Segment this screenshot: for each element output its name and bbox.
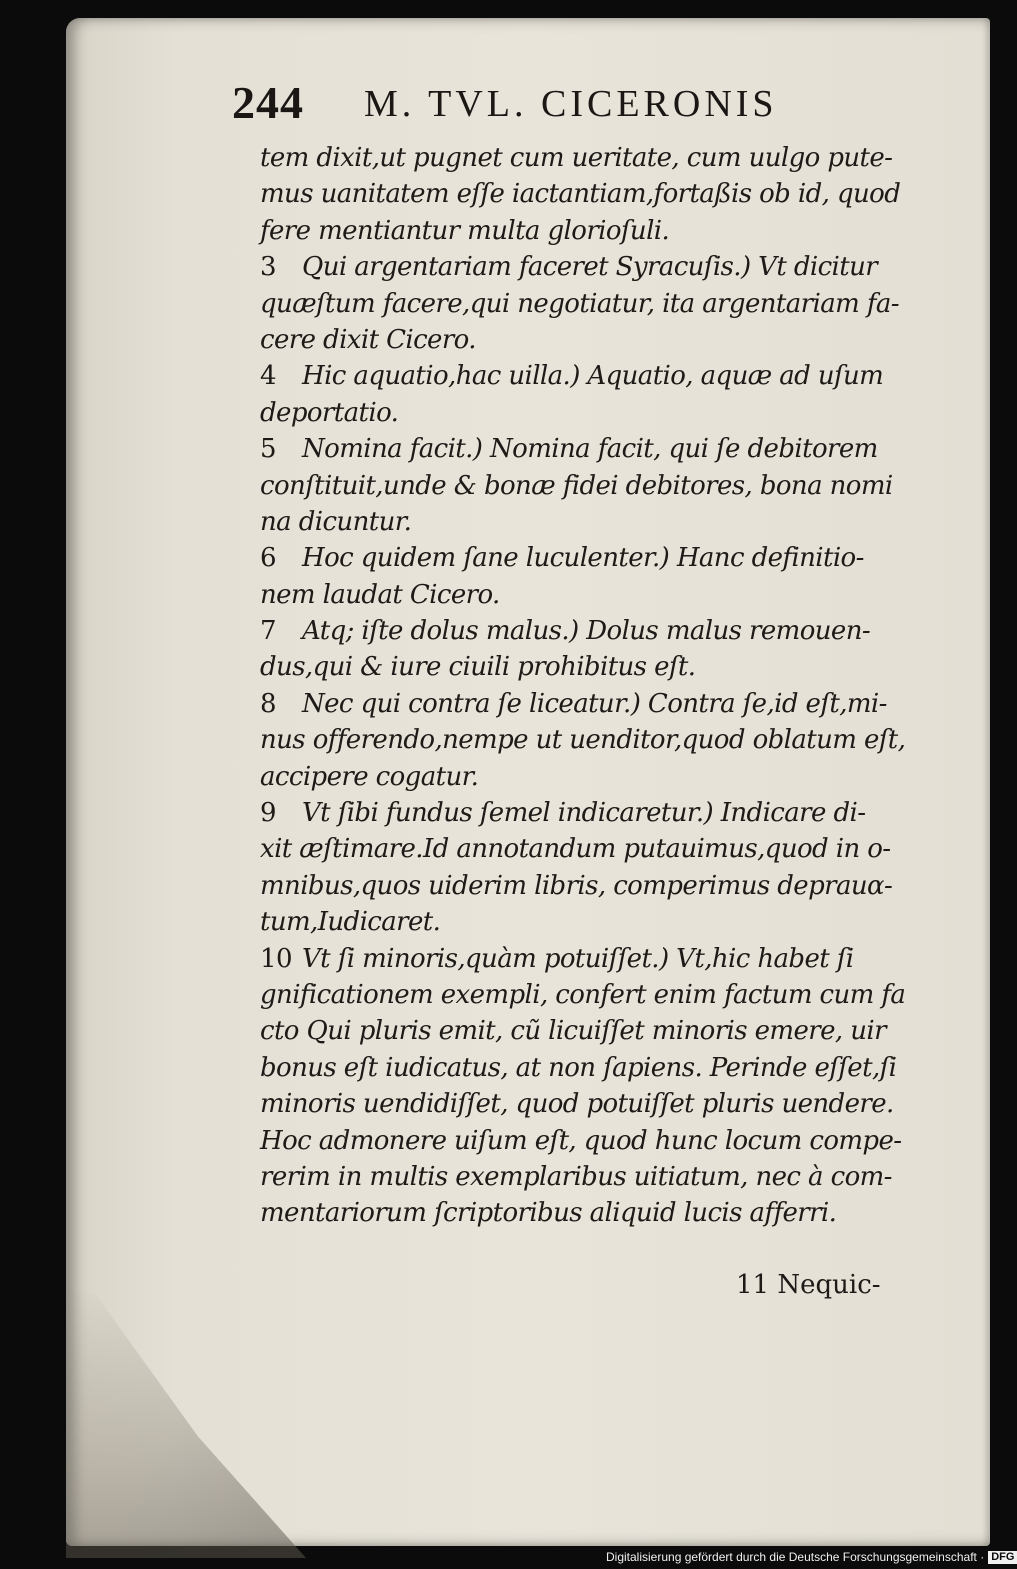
text-line xyxy=(260,358,900,394)
text-line xyxy=(260,1123,900,1159)
text-line xyxy=(260,540,900,576)
line-text: mentariorum ſcriptoribus aliquid lucis afferri. xyxy=(260,1198,837,1229)
text-line xyxy=(260,1195,900,1231)
line-text: cto Qui pluris emit, cũ licuiſſet minoris emere, uir xyxy=(260,1016,886,1047)
line-text: dus,qui & iure ciuili prohibitus eſt. xyxy=(260,652,696,683)
page-header xyxy=(232,76,912,136)
text-line xyxy=(260,941,900,977)
line-text: tum,Iudicaret. xyxy=(260,907,441,938)
body-text xyxy=(260,140,906,1232)
text-line xyxy=(260,213,900,249)
text-line xyxy=(260,395,900,431)
line-text: nus offerendo,nempe ut uenditor,quod oblatum eſt, xyxy=(260,725,906,756)
text-line xyxy=(260,759,900,795)
text-line xyxy=(260,977,906,1013)
text-line xyxy=(260,904,900,940)
text-line xyxy=(260,1159,900,1195)
text-line xyxy=(260,140,900,176)
line-text: tem dixit,ut pugnet cum ueritate, cum uulgo pute- xyxy=(260,143,893,173)
footer-credit: Digitalisierung gefördert durch die Deutsche Forschungsgemeinschaft · xyxy=(606,1550,985,1564)
text-line xyxy=(260,795,900,831)
text-line xyxy=(260,722,906,758)
text-line xyxy=(260,831,900,867)
text-line xyxy=(260,468,900,504)
note-number: 6 xyxy=(260,543,276,574)
line-text: cere dixit Cicero. xyxy=(260,324,476,355)
note-number: 7 xyxy=(260,616,276,647)
line-text: Vt ſibi fundus ſemel indicaretur.) Indicare di- xyxy=(302,798,866,829)
note-number: 9 xyxy=(260,798,276,829)
line-text: Vt ſi minoris,quàm potuiſſet.) Vt,hic habet ſi xyxy=(302,943,854,974)
text-line xyxy=(260,1050,900,1086)
line-text: Nomina facit.) Nomina facit, qui ſe debitorem xyxy=(302,434,878,465)
line-text: fere mentiantur multa glorioſuli. xyxy=(260,215,670,246)
line-text: conſtituit,unde & bonæ fidei debitores, bona nomi xyxy=(260,470,893,501)
note-number: 8 xyxy=(260,688,276,719)
text-line xyxy=(260,686,900,722)
line-text: bonus eſt iudicatus, at non ſapiens. Perinde eſſet,ſi xyxy=(260,1052,897,1083)
catchword: 11 Nequic- xyxy=(736,1270,881,1300)
line-text: mus uanitatem eſſe iactantiam,fortaßis ob id, quod xyxy=(260,179,901,210)
running-title: M. TVL. CICERONIS xyxy=(364,83,778,125)
digitization-footer xyxy=(606,1548,1015,1566)
line-text: gnificationem exempli, confert enim factum cum fa xyxy=(260,979,906,1010)
text-line xyxy=(260,868,900,904)
line-text: Hoc quidem ſane luculenter.) Hanc definitio- xyxy=(302,543,864,574)
text-line xyxy=(260,431,900,467)
line-text: xit æſtimare.Id annotandum putauimus,quod in o- xyxy=(260,834,891,865)
text-line xyxy=(260,504,900,540)
text-line xyxy=(260,176,900,212)
text-line xyxy=(260,286,900,322)
line-text: na dicuntur. xyxy=(260,506,412,537)
line-text: quæſtum facere,qui negotiatur, ita argentariam fa- xyxy=(260,288,899,319)
line-text: Nec qui contra ſe liceatur.) Contra ſe,id eſt,mi- xyxy=(302,688,887,719)
line-text: mnibus,quos uiderim libris, comperimus deprauα- xyxy=(260,870,893,901)
text-line xyxy=(260,322,900,358)
text-line xyxy=(260,577,900,613)
page-corner-shadow xyxy=(66,1288,306,1558)
note-number: 3 xyxy=(260,252,276,283)
note-number: 5 xyxy=(260,434,276,465)
note-number: 4 xyxy=(260,361,276,392)
note-number: 10 xyxy=(260,943,292,974)
text-line xyxy=(260,249,900,285)
line-text: accipere cogatur. xyxy=(260,761,479,792)
line-text: Hic aquatio,hac uilla.) Aquatio, aquæ ad uſum xyxy=(302,361,884,392)
text-line xyxy=(260,1013,900,1049)
text-line xyxy=(260,649,900,685)
line-text: minoris uendidiſſet, quod potuiſſet pluris uendere. xyxy=(260,1089,894,1120)
line-text: Qui argentariam faceret Syracuſis.) Vt dicitur xyxy=(302,252,878,283)
line-text: Hoc admonere uiſum eſt, quod hunc locum compe- xyxy=(260,1125,902,1156)
line-text: Atq; iſte dolus malus.) Dolus malus remouen- xyxy=(302,616,871,647)
page-number: 244 xyxy=(232,77,304,128)
text-line xyxy=(260,1086,900,1122)
line-text: rerim in multis exemplaribus uitiatum, nec à com- xyxy=(260,1161,892,1192)
line-text: deportatio. xyxy=(260,397,399,428)
line-text: nem laudat Cicero. xyxy=(260,579,500,610)
text-line xyxy=(260,613,900,649)
dfg-logo-icon: DFG xyxy=(988,1551,1017,1564)
